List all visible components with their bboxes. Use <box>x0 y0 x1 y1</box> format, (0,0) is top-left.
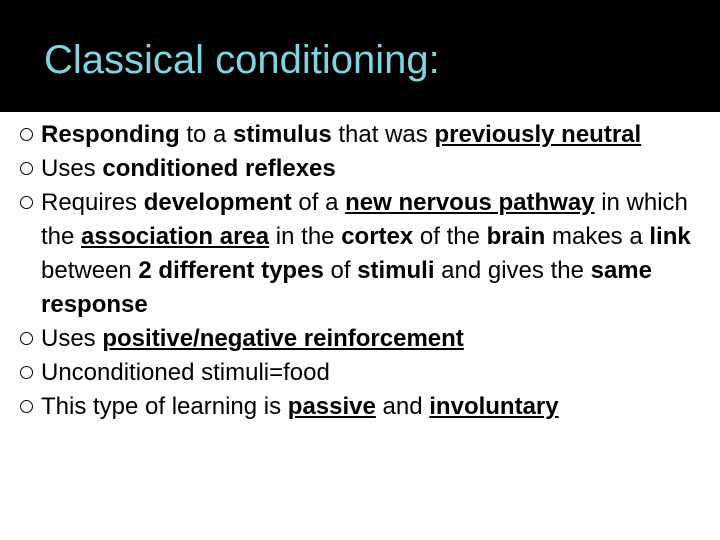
bullet-text: development <box>143 189 292 216</box>
bullet-text: Uses <box>41 155 103 182</box>
slide-title: Classical conditioning: <box>44 38 440 82</box>
bullet-text: Unconditioned stimuli=food <box>41 359 330 386</box>
bullet-text: previously neutral <box>434 121 642 148</box>
bullet-item <box>20 152 700 186</box>
bullet-text: makes a <box>545 223 650 250</box>
bullet-text: This type of learning is <box>41 393 288 420</box>
bullet-item <box>20 390 700 424</box>
bullet-text: stimuli <box>357 257 435 284</box>
bullet-text: involuntary <box>429 393 559 420</box>
bullet-item <box>20 118 700 152</box>
bullet-item <box>20 186 700 322</box>
bullet-text: passive <box>287 393 376 420</box>
bullet-text: Uses <box>41 325 103 352</box>
circle-bullet-icon <box>20 366 33 379</box>
bullet-text: new nervous pathway <box>345 189 595 216</box>
circle-bullet-icon <box>20 162 33 175</box>
bullet-text: Responding <box>41 121 180 148</box>
bullet-text: to a <box>179 121 234 148</box>
bullet-item <box>20 356 700 390</box>
bullet-text: Requires <box>41 189 144 216</box>
bullet-text: link <box>649 223 691 250</box>
bullet-text: conditioned reflexes <box>102 155 336 182</box>
bullet-text: same response <box>41 257 652 318</box>
bullet-text: and gives the <box>434 257 591 284</box>
bullet-text: that was <box>331 121 435 148</box>
bullet-text: 2 different types <box>138 257 324 284</box>
bullet-text: positive/negative reinforcement <box>102 325 464 352</box>
circle-bullet-icon <box>20 332 33 345</box>
bullet-text: in which the <box>41 189 688 250</box>
circle-bullet-icon <box>20 196 33 209</box>
bullet-text: of the <box>413 223 487 250</box>
bullet-text: in the <box>269 223 342 250</box>
circle-bullet-icon <box>20 128 33 141</box>
bullet-text: between <box>41 257 139 284</box>
bullet-text: association area <box>81 223 270 250</box>
bullet-text: cortex <box>341 223 414 250</box>
bullet-list <box>20 118 700 424</box>
bullet-text: of <box>323 257 358 284</box>
bullet-text: stimulus <box>233 121 332 148</box>
title-bar <box>0 0 720 112</box>
bullet-text: of a <box>291 189 346 216</box>
bullet-text: brain <box>486 223 546 250</box>
circle-bullet-icon <box>20 400 33 413</box>
bullet-text: and <box>375 393 430 420</box>
bullet-item <box>20 322 700 356</box>
